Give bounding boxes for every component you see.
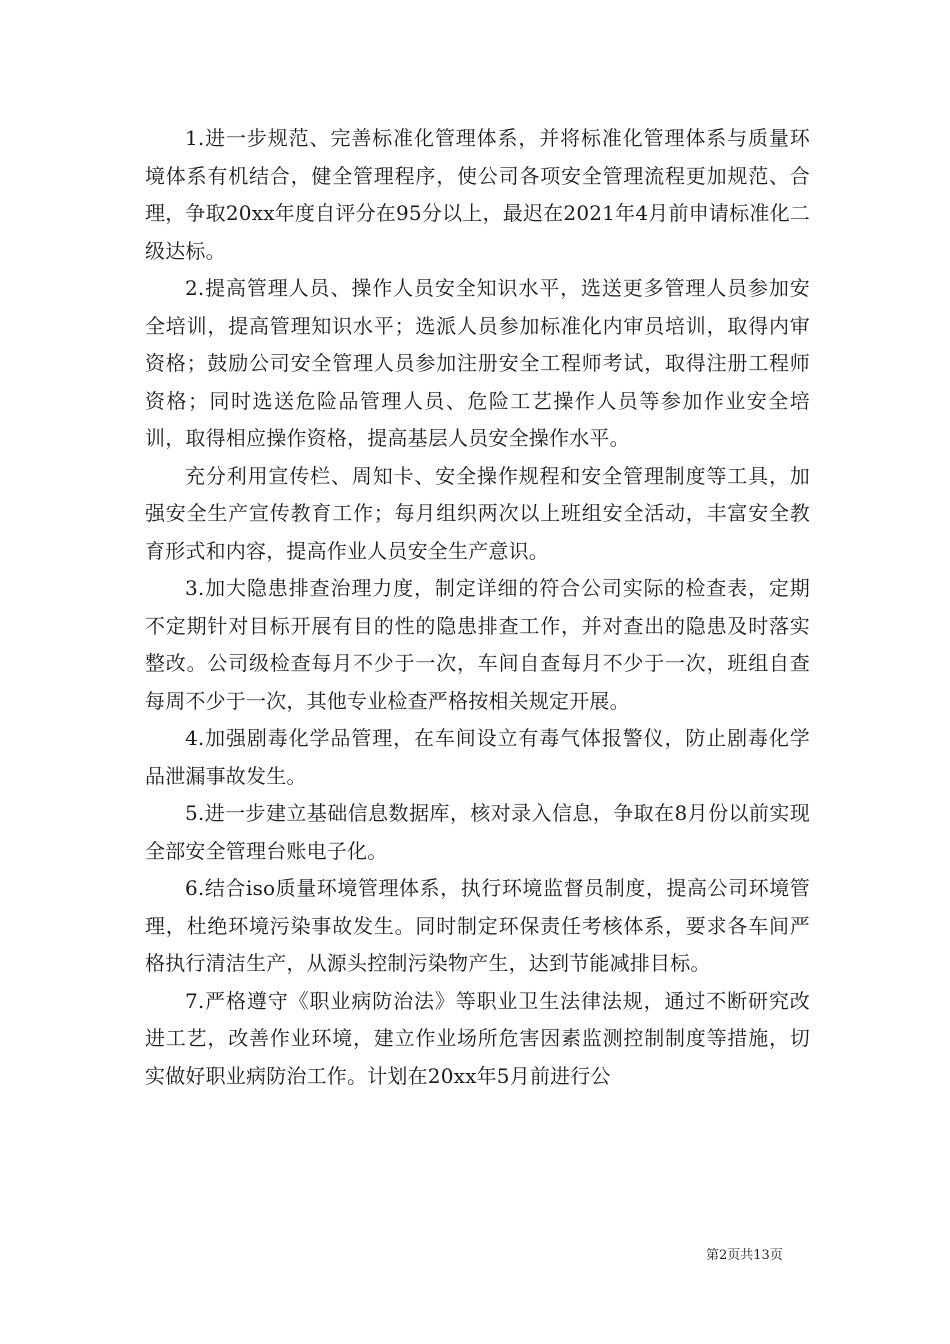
paragraph-item-4: 4.加强剧毒化学品管理，在车间设立有毒气体报警仪，防止剧毒化学品泄漏事故发生。 xyxy=(145,726,810,788)
paragraph-publicity: 充分利用宣传栏、周知卡、安全操作规程和安全管理制度等工具，加强安全生产宣传教育工作；每月组织两次以上班组安全活动，丰富安全教育形式和内容，提高作业人员安全生产意识。 xyxy=(145,463,810,563)
page-number-footer: 第2页共13页 xyxy=(706,1248,783,1263)
paragraph-item-6: 6.结合iso质量环境管理体系，执行环境监督员制度，提高公司环境管理，杜绝环境污染事故发生。同时制定环保责任考核体系，要求各车间严格执行清洁生产，从源头控制污染物产生，达到节能减排目标。 xyxy=(145,876,810,975)
paragraph-item-3: 3.加大隐患排查治理力度，制定详细的符合公司实际的检查表，定期不定期针对目标开展有目的性的隐患排查工作，并对查出的隐患及时落实整改。公司级检查每月不少于一次，车间自查每月不少于一次，班组自查每周不少于一次，其他专业检查严格按相关规定开展。 xyxy=(145,576,810,713)
paragraph-item-5: 5.进一步建立基础信息数据库，核对录入信息，争取在8月份以前实现全部安全管理台账电子化。 xyxy=(145,801,810,863)
paragraph-item-7: 7.严格遵守《职业病防治法》等职业卫生法律法规，通过不断研究改进工艺，改善作业环境，建立作业场所危害因素监测控制制度等措施，切实做好职业病防治工作。计划在20xx年5月前进行公 xyxy=(145,988,810,1088)
paragraph-item-1: 1.进一步规范、完善标准化管理体系，并将标准化管理体系与质量环境体系有机结合，健全管理程序，使公司各项安全管理流程更加规范、合理，争取20xx年度自评分在95分以上，最迟在2021年4月前申请标准化二级达标。 xyxy=(145,126,810,263)
paragraph-item-2: 2.提高管理人员、操作人员安全知识水平，选送更多管理人员参加安全培训，提高管理知识水平；选派人员参加标准化内审员培训，取得内审资格；鼓励公司安全管理人员参加注册安全工程师考试，取得注册工程师资格；同时选送危险品管理人员、危险工艺操作人员等参加作业安全培训，取得相应操作资格，提高基层人员安全操作水平。 xyxy=(145,276,810,450)
document-body xyxy=(145,120,810,1095)
